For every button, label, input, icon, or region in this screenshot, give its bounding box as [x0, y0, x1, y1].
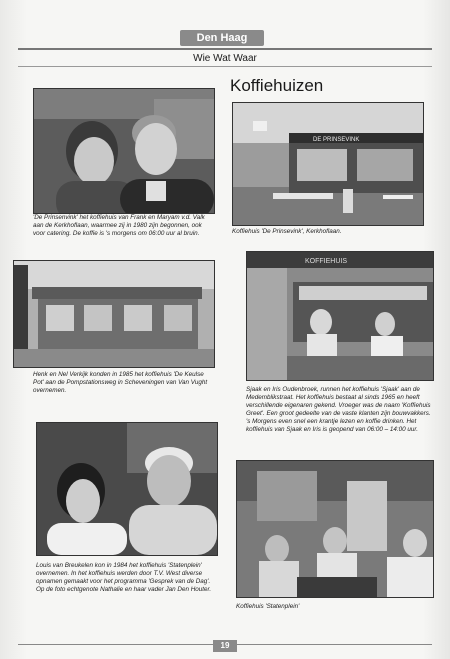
photo-keulse-pot — [13, 260, 215, 368]
article-title: Koffiehuizen — [230, 76, 324, 95]
photo-statenplein — [236, 460, 434, 598]
photo-sjaak-iris-image — [247, 252, 433, 380]
photo-sjaak-iris — [246, 251, 434, 381]
photo-louis-image — [37, 423, 217, 555]
caption-sjaak-iris: Sjaak en Iris Oudenbroek, runnen het koffiehuis 'Sjaak' aan de Medemblikstraat. Het koffiehuis bestaat al sinds 1965 en heeft verschillende eigenaren gekend. Vroeger was de naam 'Koffiehuis Greet'. Een groot gedeelte van de vaste klanten zijn bouwvakkers. 's Morgens even snel een krantje lezen en koffie drinken. Het koffiehuis van Sjaak en Iris is geopend van 06:00 – 14:00 uur. — [246, 386, 431, 433]
photo-keulse-pot-image — [14, 261, 214, 367]
header-rule — [18, 48, 432, 50]
photo-couple-prinsenvink — [33, 88, 215, 214]
caption-keulse-pot: Henk en Nel Verkijk konden in 1985 het koffiehuis 'De Keulse Pot' aan de Pompstationsweg in Scheveningen van Van Vught overnemen. — [33, 371, 208, 394]
photo-kiosk-prinsevink — [232, 102, 424, 226]
caption-statenplein: Koffiehuis 'Statenplein' — [236, 603, 300, 610]
caption-louis-nathalie: Louis van Breukelen kon in 1984 het koffiehuis 'Statenplein' overnemen. In het koffiehuis werden door T.V. West diverse opnamen gemaakt voor het programma 'Gesprek van de Dag'. Op de foto echtgenote Nathalie en haar vader Jan Den Houter. — [36, 562, 212, 593]
section-subtitle: Wie Wat Waar — [193, 53, 257, 64]
page-number: 19 — [213, 640, 237, 652]
subtitle-rule — [18, 66, 432, 67]
koffiehuis-sign-text: KOFFIEHUIS — [305, 258, 348, 265]
kiosk-sign-text: DE PRINSEVINK — [313, 137, 360, 143]
caption-kiosk-prinsevink: Koffiehuis 'De Prinsevink', Kerkhoflaan. — [232, 228, 342, 235]
photo-louis-nathalie — [36, 422, 218, 556]
photo-kiosk-image — [233, 103, 423, 225]
photo-statenplein-image — [237, 461, 433, 597]
photo-couple-image — [34, 89, 214, 213]
city-badge: Den Haag — [180, 30, 264, 46]
caption-couple-prinsenvink: 'De Prinsenvink' het koffiehuis van Frank en Maryam v.d. Valk aan de Kerkhoflaan, waarmee zij in 1980 zijn begonnen, ook voor catering. De koffie is 's morgens om 06:00 uur al bruin. — [33, 214, 205, 237]
